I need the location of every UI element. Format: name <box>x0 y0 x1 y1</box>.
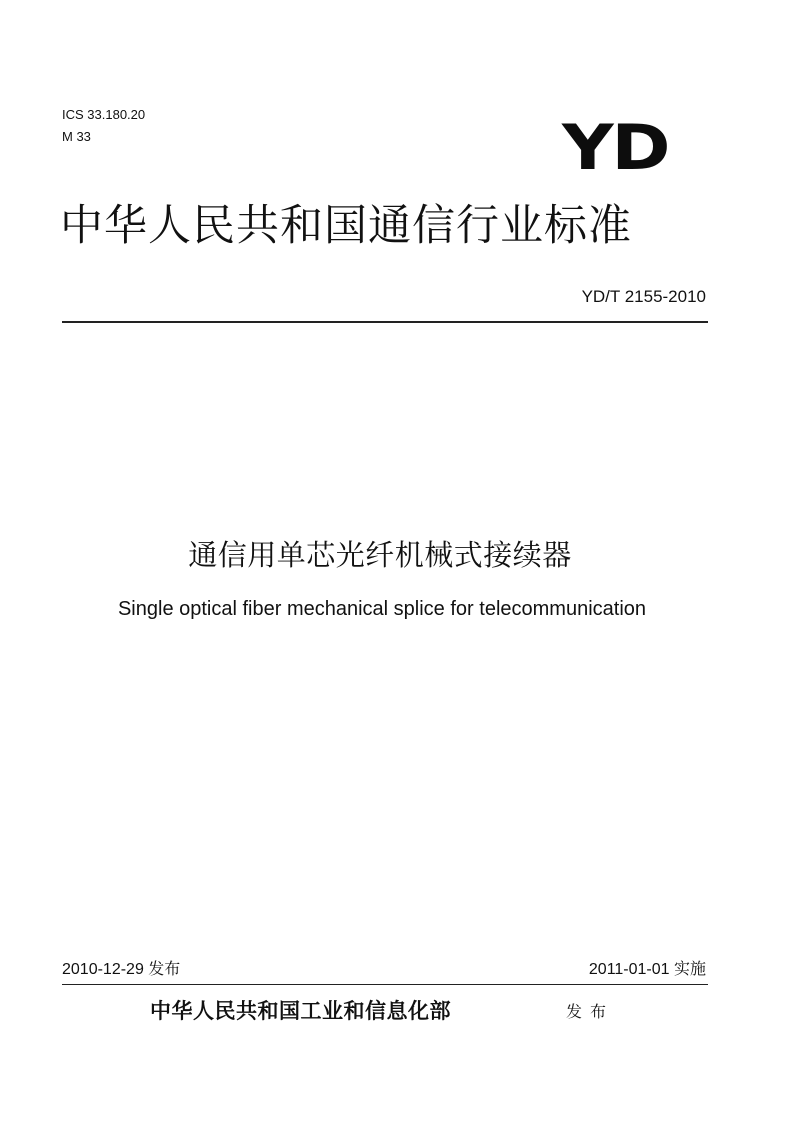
issuing-authority: 中华人民共和国工业和信息化部 <box>150 998 451 1023</box>
footer-divider <box>62 984 708 985</box>
classification-code: M 33 <box>62 129 91 144</box>
header-divider <box>62 321 708 323</box>
implementation-date: 2011-01-01 实施 <box>588 961 706 978</box>
standard-title: 中华人民共和国通信行业标准 <box>60 201 632 251</box>
document-title-english: Single optical fiber mechanical splice for telecommunication <box>117 598 647 620</box>
ics-code: ICS 33.180.20 <box>62 107 146 122</box>
publish-date: 2010-12-29 发布 <box>62 961 181 978</box>
issue-label: 发布 <box>566 1002 615 1021</box>
standard-number: YD/T 2155-2010 <box>581 287 706 306</box>
yd-logo: YD <box>562 111 669 184</box>
document-title-chinese: 通信用单芯光纤机械式接续器 <box>188 538 572 572</box>
